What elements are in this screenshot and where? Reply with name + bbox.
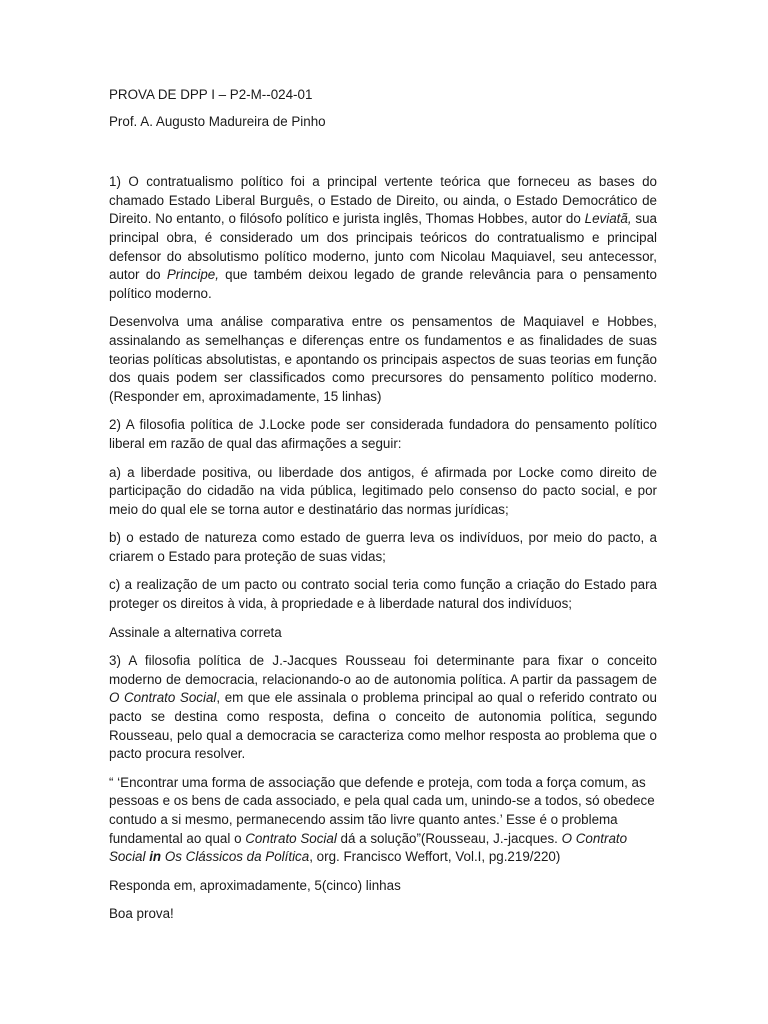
work-title-leviata: Leviatã,: [584, 211, 632, 227]
spacer: [109, 139, 657, 173]
work-title-contrato-social: O Contrato Social: [109, 690, 217, 706]
question-2-intro: 2) A filosofia política de J.Locke pode ser considerada fundadora do pensamento político liberal em razão de qual das afirmações a seguir:: [109, 417, 657, 451]
professor-name: Prof. A. Augusto Madureira de Pinho: [109, 113, 326, 129]
exam-title: PROVA DE DPP I – P2-M--024-01: [109, 87, 313, 102]
question-1-instruction: Desenvolva uma análise comparativa entre os pensamentos de Maquiavel e Hobbes, assinalando as semelhanças e diferenças entre os fundamentos e as finalidades de suas teorias políticas absolutistas, e apontando os principais aspectos de suas teorias em função dos quais podem ser classificados como precursores do pensamento político moderno. (Responder em, aproximadamente, 15 linhas): [109, 314, 657, 404]
closing-text: Boa prova!: [109, 906, 174, 922]
question-1-text: 1) O contratualismo político foi a principal vertente teórica que forneceu as bases do chamado Estado Liberal Burguês, o Estado de Direito, ou ainda, o Estado Democrático de Direito. No entanto, o filósofo político e jurista inglês, Thomas Hobbes, autor do Leviatã, sua principal obra, é considerado um dos principais teóricos do contratualismo e principal defensor do absolutismo político moderno, junto com Nicolau Maquiavel, seu antecessor, autor do Principe, que também deixou legado de grande relevância para o pensamento político moderno.: [109, 174, 658, 301]
question-2-option-c: c) a realização de um pacto ou contrato social teria como função a criação do Estado para proteger os direitos à vida, à propriedade e à liberdade natural dos indivíduos;: [109, 577, 657, 612]
question-2-option-a: a) a liberdade positiva, ou liberdade dos antigos, é afirmada por Locke como direito de participação do cidadão na vida pública, legitimado pelo consenso do pacto social, e por meio do qual ele se torna autor e destinatário das normas jurídicas;: [109, 464, 657, 517]
question-3-quote: “ ‘Encontrar uma forma de associação que defende e proteja, com toda a força comum, as pessoas e os bens de cada associado, e pela qual cada um, unindo-se a todos, só obedece contudo a si mesmo, permanecendo assim tão livre quanto antes.’ Esse é o problema fundamental ao qual o Contrato Social dá a solução”(Rousseau, J.-jacques. O Contrato Social in Os Clássicos da Política, org. Francisco Weffort, Vol.I, pg.219/220): [109, 774, 655, 865]
exam-document: [109, 86, 657, 934]
question-2-option-b: b) o estado de natureza como estado de guerra leva os indivíduos, por meio do pacto, a criarem o Estado para proteção de suas vidas;: [109, 530, 657, 564]
work-title-principe: Principe,: [166, 267, 219, 283]
question-2-instruction: Assinale a alternativa correta: [109, 624, 282, 640]
question-3-instruction: Responda em, aproximadamente, 5(cinco) linhas: [109, 877, 401, 893]
question-3-text: 3) A filosofia política de J.-Jacques Rousseau foi determinante para fixar o conceito moderno de democracia, relacionando-o ao de autonomia política. A partir da passagem de O Contrato Social, em que ele assinala o problema principal ao qual o referido contrato ou pacto se destina como resposta, defina o conceito de autonomia política, segundo Rousseau, pelo qual a democracia se caracteriza como melhor resposta ao problema que o pacto procura resolver.: [109, 653, 658, 762]
